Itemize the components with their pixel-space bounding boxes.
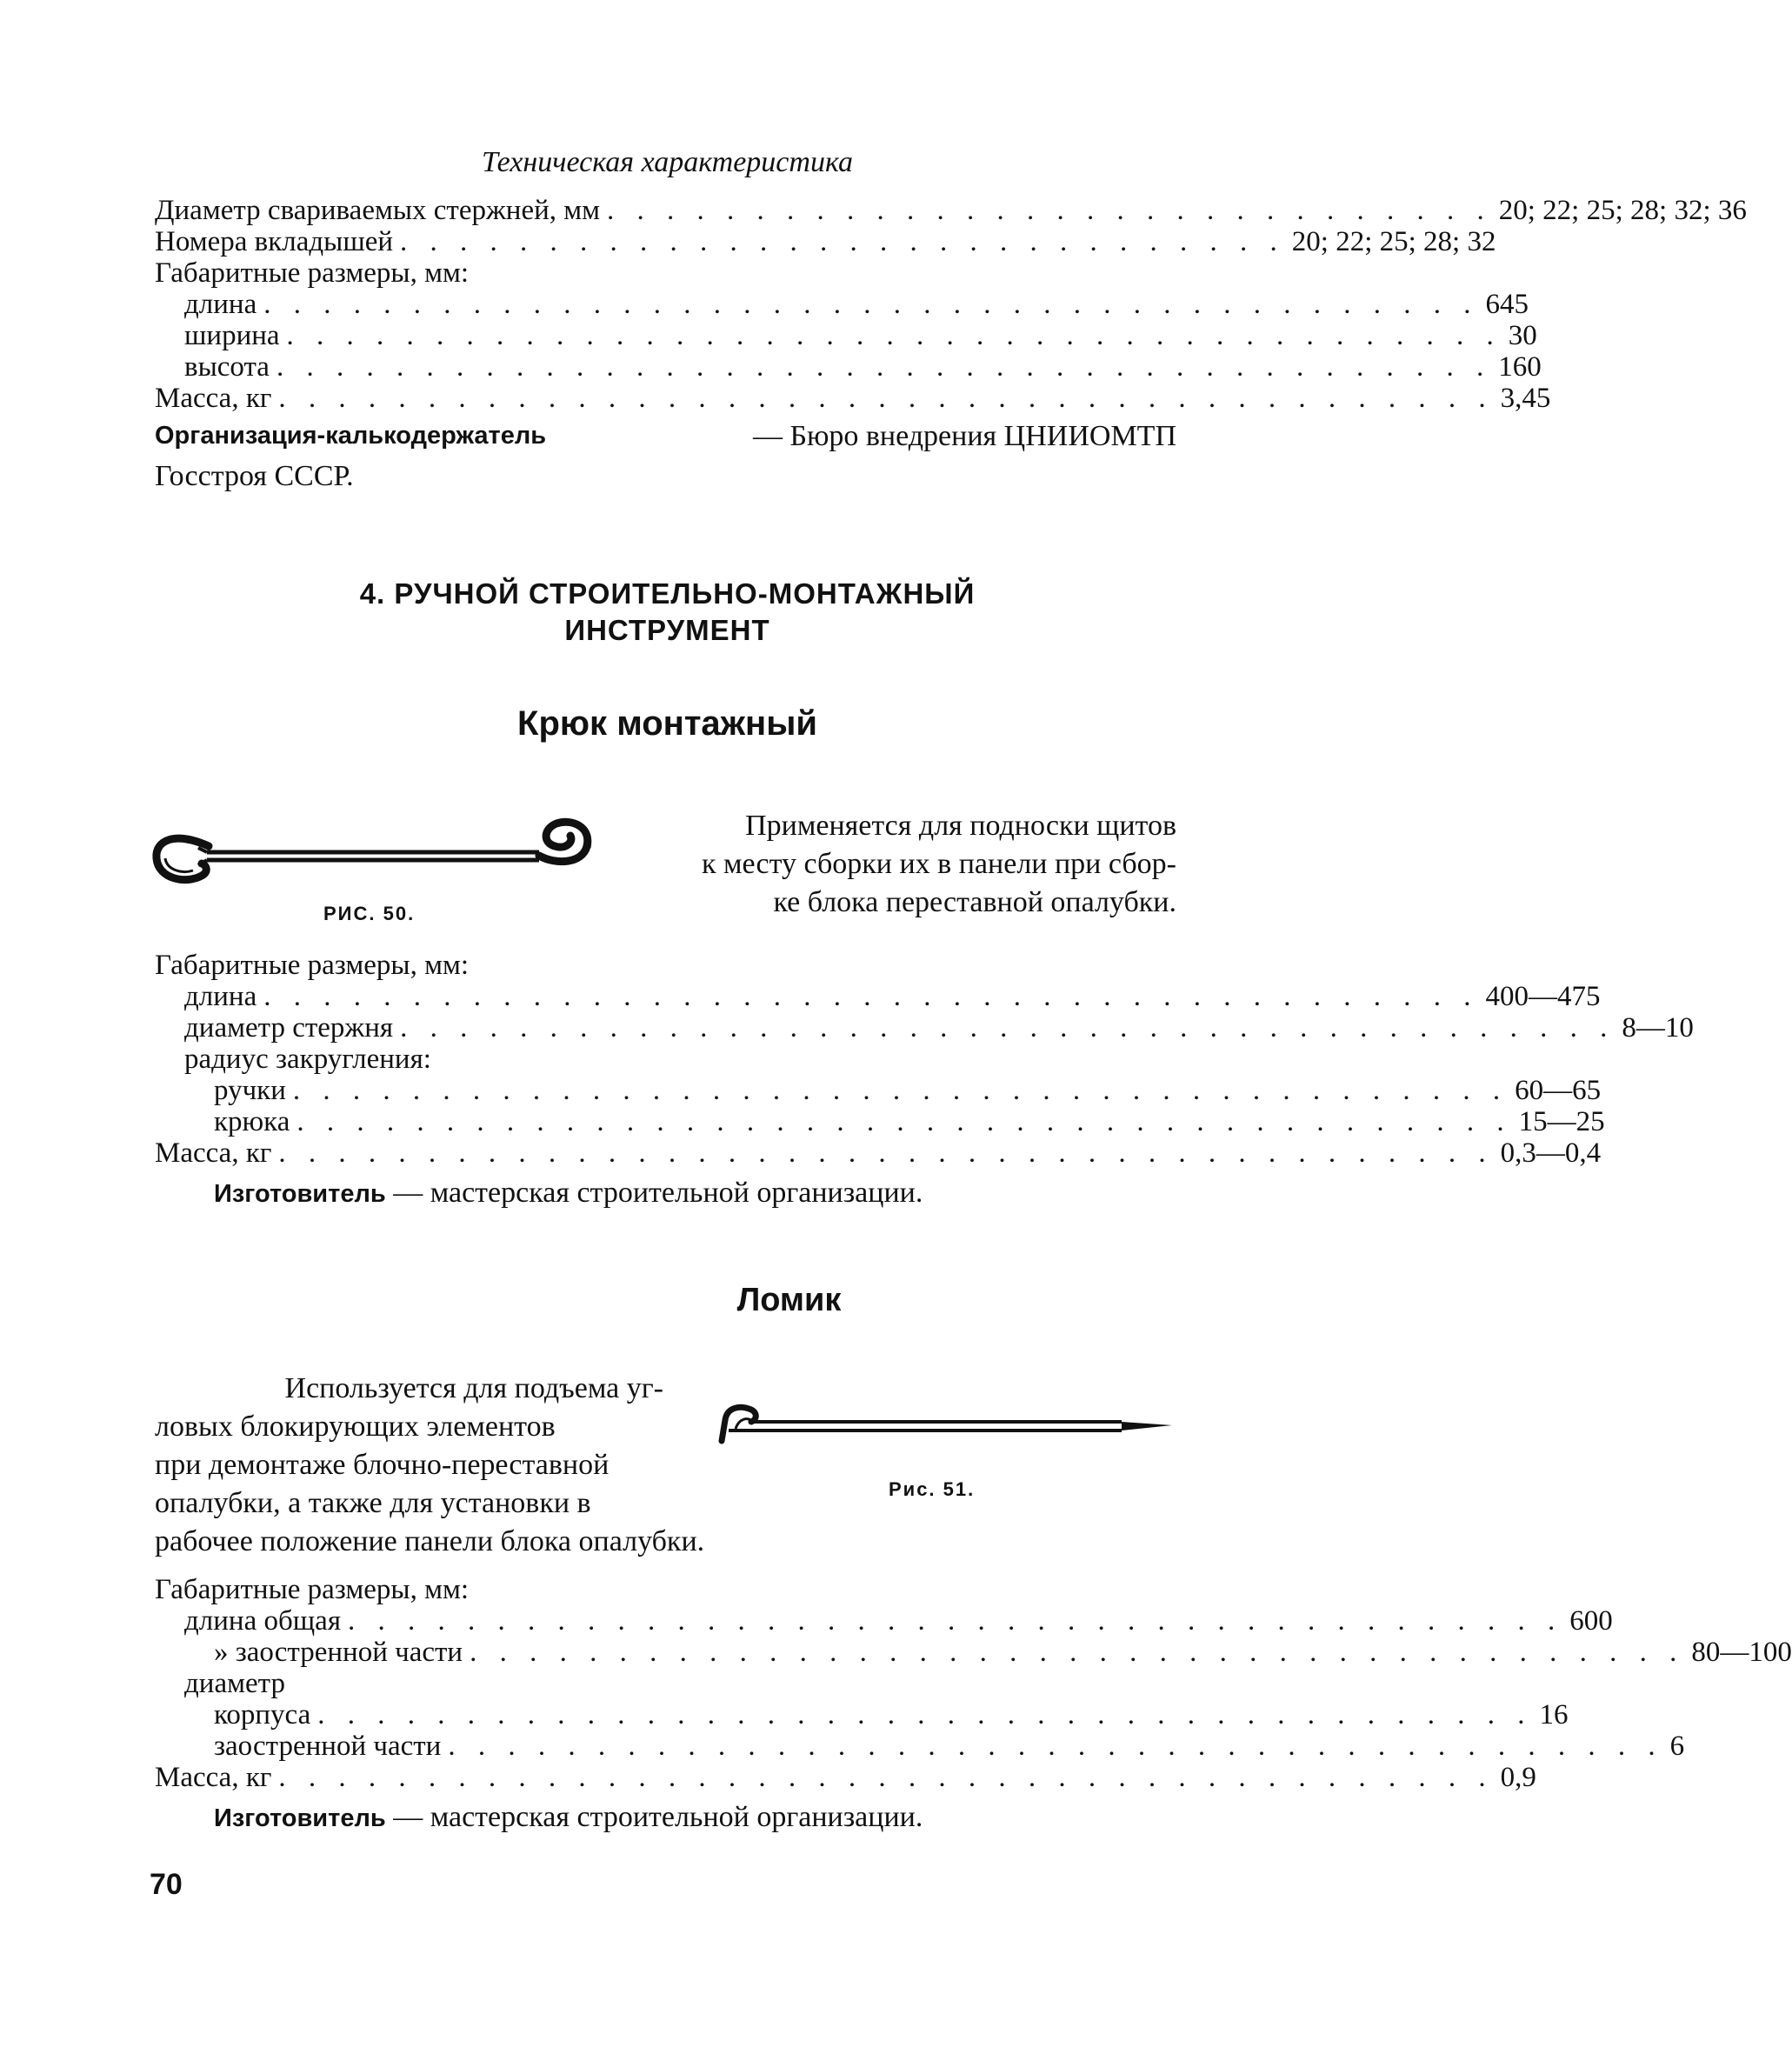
- hook-row: Масса, кг . . . . . . . . . . . . . . . . . . . . . . . . . . . . . . . . . . . . . . . . . 0,3—0,4: [155, 1137, 1602, 1169]
- tech-row: высота . . . . . . . . . . . . . . . . . . . . . . . . . . . . . . . . . . . . . . . . . 160: [184, 351, 1542, 383]
- hook-maker-line: Изготовитель — мастерская строительной организации.: [214, 1177, 923, 1209]
- crowbar-desc-line: ловых блокирующих элементов: [155, 1410, 556, 1443]
- crowbar-desc-line: рабочее положение панели блока опалубки.: [155, 1525, 705, 1557]
- crowbar-row: корпуса . . . . . . . . . . . . . . . . . . . . . . . . . . . . . . . . . . . . . . . . . 16: [214, 1699, 1569, 1731]
- org-line: Организация-калькодержатель — Бюро внедрения ЦНИИОМТП: [155, 420, 1176, 452]
- tech-heading: Техническая характеристика: [481, 146, 854, 178]
- crowbar-row: Масса, кг . . . . . . . . . . . . . . . . . . . . . . . . . . . . . . . . . . . . . . . . . 0,9: [155, 1762, 1536, 1793]
- tech-row: Габаритные размеры, мм:: [155, 257, 470, 289]
- crowbar-figure-caption: Рис. 51.: [889, 1478, 976, 1500]
- crowbar-row: » заостренной части . . . . . . . . . . . . . . . . . . . . . . . . . . . . . . . . . . . . . . . . . 80—100: [214, 1637, 1792, 1668]
- hook-figure: [148, 804, 600, 900]
- hook-desc-line: к месту сборки их в панели при сбор-: [702, 848, 1176, 880]
- tech-row: ширина . . . . . . . . . . . . . . . . . . . . . . . . . . . . . . . . . . . . . . . . . 30: [184, 320, 1537, 351]
- crowbar-row: заостренной части . . . . . . . . . . . . . . . . . . . . . . . . . . . . . . . . . . . . . . . . . 6: [214, 1731, 1685, 1762]
- hook-row: Габаритные размеры, мм:: [155, 950, 470, 981]
- tech-row: Масса, кг . . . . . . . . . . . . . . . . . . . . . . . . . . . . . . . . . . . . . . . . . 3,45: [155, 383, 1551, 414]
- section-title-line-2: ИНСТРУМЕНТ: [564, 614, 770, 646]
- section-title-line-1: 4. РУЧНОЙ СТРОИТЕЛЬНО-МОНТАЖНЫЙ: [359, 577, 976, 610]
- crowbar-maker-line: Изготовитель — мастерская строительной организации.: [214, 1801, 923, 1833]
- hook-row: длина . . . . . . . . . . . . . . . . . . . . . . . . . . . . . . . . . . . . . . . . . 400—475: [184, 981, 1601, 1012]
- tech-row: длина . . . . . . . . . . . . . . . . . . . . . . . . . . . . . . . . . . . . . . . . . 645: [184, 289, 1529, 320]
- hook-row: радиус закругления:: [184, 1044, 431, 1075]
- crowbar-desc-line: опалубки, а также для установки в: [155, 1487, 591, 1519]
- org-line-2: Госстроя СССР.: [155, 460, 354, 492]
- hook-figure-caption: РИС. 50.: [323, 903, 416, 924]
- tech-row: Номера вкладышей . . . . . . . . . . . . . . . . . . . . . . . . . . . . . . 20; 22; 25; 28; 32: [155, 226, 1496, 257]
- crowbar-title: Ломик: [736, 1282, 842, 1318]
- crowbar-desc-line: Используется для подъема уг-: [284, 1372, 663, 1404]
- crowbar-desc-line: при демонтаже блочно-переставной: [155, 1449, 610, 1481]
- hook-row: ручки . . . . . . . . . . . . . . . . . . . . . . . . . . . . . . . . . . . . . . . . . 60—65: [214, 1075, 1602, 1106]
- crowbar-figure: [713, 1396, 1182, 1448]
- hook-desc-line: ке блока переставной опалубки.: [773, 886, 1176, 918]
- hook-title: Крюк монтажный: [517, 704, 817, 743]
- hook-desc-line: Применяется для подноски щитов: [745, 810, 1176, 842]
- crowbar-row: длина общая . . . . . . . . . . . . . . . . . . . . . . . . . . . . . . . . . . . . . . . . . 600: [184, 1605, 1613, 1637]
- hook-row: диаметр стержня . . . . . . . . . . . . . . . . . . . . . . . . . . . . . . . . . . . . . . . . . 8—10: [184, 1012, 1694, 1044]
- hook-row: крюка . . . . . . . . . . . . . . . . . . . . . . . . . . . . . . . . . . . . . . . . . 15—25: [214, 1106, 1605, 1137]
- tech-row: Диаметр свариваемых стержней, мм . . . . . . . . . . . . . . . . . . . . . . . . . . . . . . 20; 22; 25; 28; 32; 36: [155, 195, 1747, 226]
- crowbar-row: диаметр: [184, 1668, 285, 1699]
- crowbar-row: Габаритные размеры, мм:: [155, 1574, 470, 1605]
- page-number: 70: [150, 1868, 183, 1901]
